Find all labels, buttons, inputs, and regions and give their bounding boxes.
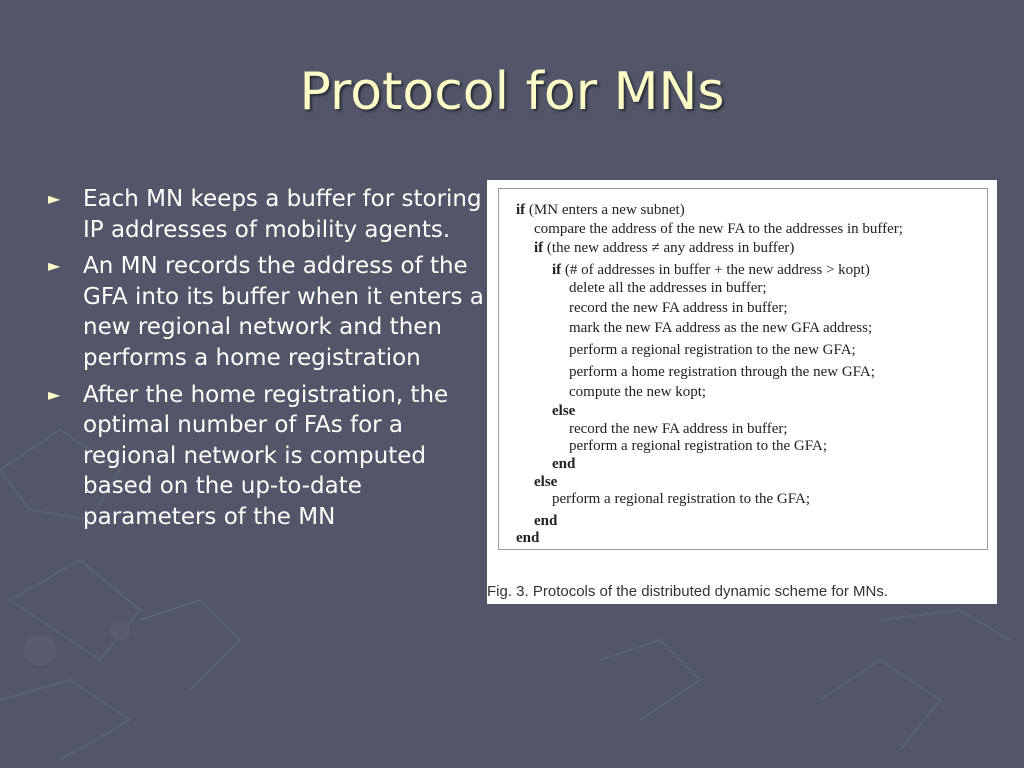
code-line: else <box>552 403 576 419</box>
code-line: record the new FA address in buffer; <box>569 421 788 437</box>
bullet-item <box>48 251 484 373</box>
bullet-arrow-icon: ► <box>48 384 61 404</box>
code-line: if (the new address ≠ any address in buffer) <box>534 240 795 256</box>
bullet-item <box>48 184 484 245</box>
bullet-list <box>48 184 484 539</box>
code-line: compare the address of the new FA to the addresses in buffer; <box>534 221 903 237</box>
pseudocode-box <box>498 188 988 550</box>
code-line: perform a regional registration to the GFA; <box>552 491 810 507</box>
code-line: compute the new kopt; <box>569 384 707 400</box>
bullet-text: After the home registration, the optimal number of FAs for a regional network is computed based on the up-to-date parameters of the MN <box>83 381 449 530</box>
protocol-figure <box>487 180 997 604</box>
code-line: record the new FA address in buffer; <box>569 300 788 316</box>
code-line: if (MN enters a new subnet) <box>516 202 685 218</box>
code-line: end <box>552 456 576 472</box>
bullet-arrow-icon: ► <box>48 256 61 276</box>
code-line: if (# of addresses in buffer + the new address > kopt) <box>552 262 870 278</box>
code-line: end <box>534 513 558 529</box>
figure-caption: Fig. 3. Protocols of the distributed dynamic scheme for MNs. <box>487 583 888 600</box>
slide-title: Protocol for MNs <box>299 62 725 122</box>
bullet-item <box>48 380 484 533</box>
bullet-text: An MN records the address of the GFA into its buffer when it enters a new regional network and then performs a home registration <box>83 253 484 371</box>
bullet-text: Each MN keeps a buffer for storing IP addresses of mobility agents. <box>83 186 482 243</box>
code-line: perform a regional registration to the new GFA; <box>569 342 856 358</box>
bullet-arrow-icon: ► <box>48 189 61 208</box>
code-line: else <box>534 474 558 490</box>
code-line: mark the new FA address as the new GFA address; <box>569 320 873 336</box>
code-line: perform a home registration through the new GFA; <box>569 364 875 380</box>
code-line: end <box>516 530 540 546</box>
code-line: perform a regional registration to the GFA; <box>569 438 827 454</box>
code-line: delete all the addresses in buffer; <box>569 280 767 296</box>
